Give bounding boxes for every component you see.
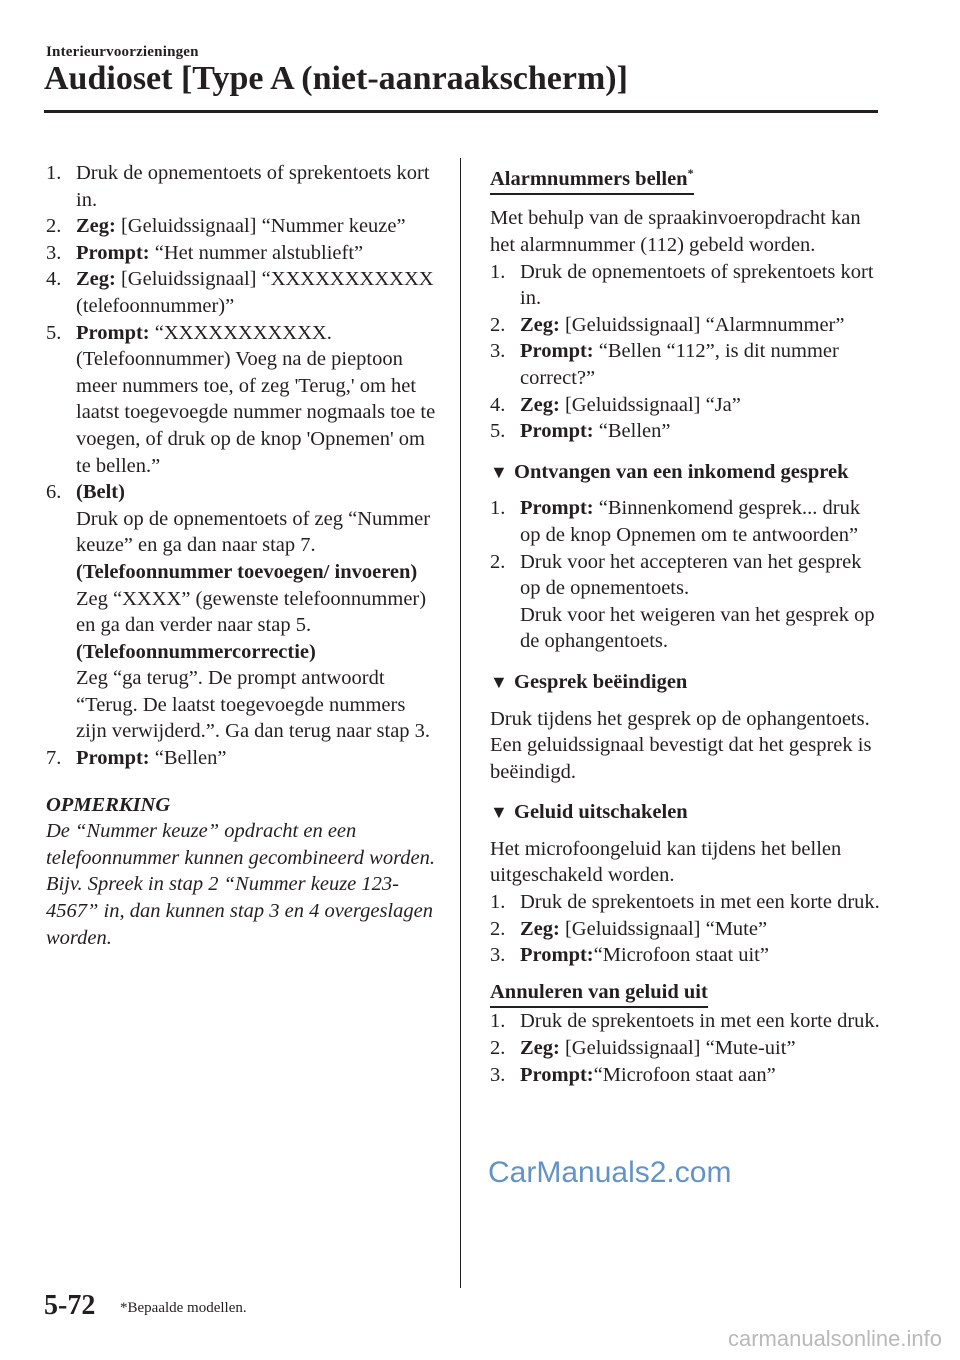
step-item — [490, 1062, 882, 1089]
step-text: “XXXXXXXXXXX. (Telefoonnummer) Voeg na de pieptoon meer nummers toe, of zeg 'Terug,' om het laatst toegevoegde nummer nogmaals toe te voegen, of druk op de knop 'Opnemen' om te bellen.” — [76, 321, 436, 477]
step-body — [520, 916, 882, 943]
step-lead: Prompt: — [520, 497, 594, 520]
step-lead: Zeg: — [520, 313, 560, 336]
step-number: 3. — [490, 340, 506, 363]
step-body — [520, 942, 882, 969]
step-number: 6. — [46, 481, 62, 504]
step-text: “Microfoon staat uit” — [593, 944, 769, 967]
step-body — [520, 392, 882, 419]
step-number: 2. — [490, 1037, 506, 1060]
step-lead: Zeg: — [520, 393, 560, 416]
step-7 — [46, 745, 438, 772]
step-number: 2. — [490, 917, 506, 940]
unmute-heading: Annuleren van geluid uit — [490, 979, 882, 1009]
incoming-heading: ▼ Ontvangen van een inkomend gesprek — [490, 459, 882, 486]
step-text: Druk de opnementoets of sprekentoets kort in. — [520, 260, 874, 310]
step-number: 4. — [490, 393, 506, 416]
substep-text: Zeg “ga terug”. De prompt antwoordt “Terug. De laatst toegevoegde nummers zijn verwijderd.”. Ga dan terug naar stap 3. — [76, 667, 431, 743]
step-number: 3. — [490, 944, 506, 967]
step-number: 7. — [46, 747, 62, 770]
page-title: Audioset [Type A (niet-aanraakscherm)] — [44, 60, 628, 97]
step-number: 3. — [490, 1063, 506, 1086]
step-item — [490, 338, 882, 391]
page-number: 5-72 — [44, 1290, 96, 1321]
step-item — [490, 312, 882, 339]
step-lead: Zeg: — [520, 1037, 560, 1060]
step-text: “Microfoon staat aan” — [593, 1063, 776, 1086]
step-item — [490, 1035, 882, 1062]
incoming-steps-list — [490, 495, 882, 655]
step-body — [76, 320, 438, 480]
step-number: 5. — [46, 321, 62, 344]
note-text: De “Nummer keuze” opdracht en een telefoonnummer kunnen gecombineerd worden. — [46, 820, 436, 869]
step-item — [490, 392, 882, 419]
triangle-marker-icon: ▼ — [490, 671, 508, 692]
step-body — [520, 549, 882, 655]
step-number: 1. — [490, 891, 506, 914]
step-body — [76, 266, 438, 319]
alarm-intro: Met behulp van de spraakinvoeropdracht kan het alarmnummer (112) gebeld worden. — [490, 207, 861, 257]
end-call-heading: ▼ Gesprek beëindigen — [490, 669, 882, 696]
step-number: 2. — [46, 215, 62, 238]
step-lead: Prompt: — [520, 944, 594, 967]
step-item — [46, 266, 438, 319]
unmute-steps-list — [490, 1008, 882, 1088]
carmanuals-watermark: CarManuals2.com — [488, 1156, 732, 1189]
title-rule — [44, 110, 878, 113]
step-text: “Bellen” — [593, 420, 671, 443]
step-item — [490, 549, 882, 655]
note-block — [46, 792, 438, 952]
step-text: [Geluidssignaal] “Mute-uit” — [559, 1037, 796, 1060]
alarm-steps-list — [490, 259, 882, 445]
step-body — [520, 259, 882, 312]
footnote: *Bepaalde modellen. — [120, 1300, 247, 1316]
step-lead: Prompt: — [520, 1063, 594, 1086]
step-text: Druk de sprekentoets in met een korte druk. — [520, 1010, 880, 1033]
mute-steps-list — [490, 889, 882, 969]
left-column — [46, 160, 438, 951]
step-body — [520, 889, 882, 916]
triangle-marker-icon: ▼ — [490, 802, 508, 823]
step-lead: (Belt) — [76, 481, 125, 504]
step-body — [520, 1062, 882, 1089]
step-body — [76, 160, 438, 213]
left-steps-list — [46, 160, 438, 479]
step-number: 1. — [46, 162, 62, 184]
step-body — [76, 479, 438, 745]
step-lead: Prompt: — [76, 747, 150, 770]
step-text: [Geluidssignaal] “Mute” — [559, 917, 768, 940]
step-item — [490, 916, 882, 943]
step-item — [490, 259, 882, 312]
step-item — [46, 213, 438, 240]
step-item — [46, 240, 438, 267]
step-item — [46, 160, 438, 213]
mute-heading: ▼ Geluid uitschakelen — [490, 799, 882, 826]
step-number: 3. — [46, 241, 62, 264]
step-lead: Prompt: — [76, 241, 150, 264]
step-body — [520, 312, 882, 339]
step-item — [490, 942, 882, 969]
step-number: 5. — [490, 420, 506, 443]
step-lead: Prompt: — [76, 321, 150, 344]
step-lead: Prompt: — [520, 420, 594, 443]
alarm-heading: Alarmnummers bellen* — [490, 160, 882, 195]
step-lead: Zeg: — [520, 917, 560, 940]
step-text: [Geluidssignaal] “XXXXXXXXXXX (telefoonnummer)” — [76, 268, 434, 317]
step-text: [Geluidssignaal] “Nummer keuze” — [115, 215, 406, 238]
site-watermark: carmanualsonline.info — [727, 1326, 942, 1351]
section-label: Interieurvoorzieningen — [46, 44, 199, 60]
step-text: Druk de sprekentoets in met een korte druk. — [520, 891, 880, 914]
right-column — [490, 160, 882, 1088]
step-item — [490, 495, 882, 548]
step-body — [520, 495, 882, 548]
step-body — [520, 338, 882, 391]
step-body — [520, 418, 882, 445]
end-call-text: Druk tijdens het gesprek op de ophangentoets. Een geluidssignaal bevestigt dat het gesprek is beëindigd. — [490, 707, 872, 783]
step-text: “Binnenkomend gesprek... druk op de knop Opnemen om te antwoorden” — [520, 497, 861, 546]
note-heading: OPMERKING — [46, 793, 171, 816]
step-text: “Het nummer alstublieft” — [149, 241, 364, 264]
step-text: “Bellen “112”, is dit nummer correct?” — [520, 340, 839, 389]
step-lead: Zeg: — [76, 268, 116, 291]
substep-heading: (Telefoonnummer toevoegen/ invoeren) — [76, 560, 418, 583]
step-item — [490, 418, 882, 445]
step-body — [76, 213, 438, 240]
substep-text: Zeg “XXXX” (gewenste telefoonnummer) en ga dan verder naar stap 5. — [76, 587, 427, 637]
step-number: 1. — [490, 260, 506, 283]
step-body — [76, 240, 438, 267]
step-text: “Bellen” — [149, 747, 227, 770]
step-item — [46, 320, 438, 480]
step-text: Druk voor het accepteren van het gesprek op de opnementoets. — [520, 550, 862, 600]
step-text: Druk op de opnementoets of zeg “Nummer keuze” en ga dan naar stap 7. — [76, 507, 431, 557]
step-number: 2. — [490, 313, 506, 336]
step-item — [490, 889, 882, 916]
step-text: [Geluidssignaal] “Alarmnummer” — [559, 313, 845, 336]
step-text: Druk voor het weigeren van het gesprek op de ophangentoets. — [520, 603, 875, 653]
step-6 — [46, 479, 438, 745]
step-lead: Prompt: — [520, 340, 594, 363]
triangle-marker-icon: ▼ — [490, 461, 508, 482]
step-number: 2. — [490, 550, 506, 573]
step-item — [490, 1008, 882, 1035]
step-body — [520, 1035, 882, 1062]
substep-heading: (Telefoonnummercorrectie) — [76, 640, 316, 663]
step-body — [76, 745, 438, 772]
mute-text: Het microfoongeluid kan tijdens het bellen uitgeschakeld worden. — [490, 837, 842, 887]
step-text: [Geluidssignaal] “Ja” — [559, 393, 741, 416]
step-number: 1. — [490, 497, 506, 520]
step-number: 1. — [490, 1010, 506, 1033]
step-lead: Zeg: — [76, 215, 116, 238]
note-text: Bijv. Spreek in stap 2 “Nummer keuze 123-4567” in, dan kunnen stap 3 en 4 overgeslagen worden. — [46, 873, 433, 949]
step-text: Druk de opnementoets of sprekentoets kort in. — [76, 162, 430, 211]
step-number: 4. — [46, 268, 62, 291]
step-body — [520, 1008, 882, 1035]
column-divider — [460, 158, 461, 1288]
